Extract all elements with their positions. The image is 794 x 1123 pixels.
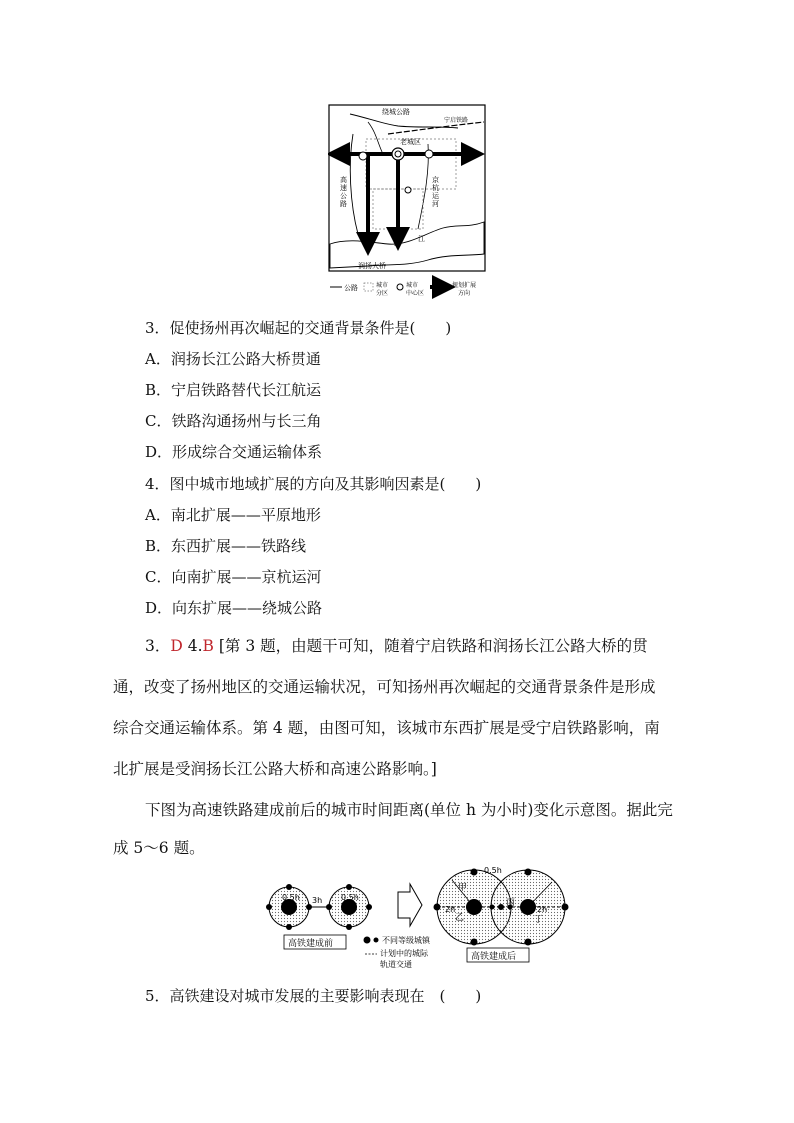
q4-option-b: B．东西扩展——铁路线 [145, 537, 307, 555]
after-time-right: 2h [537, 905, 548, 914]
legend-center: 城市中心区 [406, 282, 425, 297]
answer-num4: 4. [187, 637, 203, 655]
q4-option-a: A．南北扩展——平原地形 [145, 506, 321, 524]
after-label-bing: 丙 [506, 898, 516, 908]
after-time-left: 2h [445, 905, 456, 914]
answer-explanation-1: [第 3 题，由题干可知，随着宁启铁路和润扬长江公路大桥的贯 [218, 637, 648, 655]
before-right-time: 0.5h [341, 893, 359, 902]
before-between-time: 3h [312, 896, 323, 905]
legend-district: 城市分区 [376, 282, 389, 297]
after-time-top: 0.5h [484, 866, 502, 875]
q4-option-d: D．向东扩展——绕城公路 [145, 599, 323, 617]
label-railway: 宁启铁路 [444, 117, 469, 124]
intro-line-2: 成 5～6 题。 [113, 839, 205, 857]
q3-option-c: C．铁路沟通扬州与长三角 [145, 412, 322, 430]
q3-option-a: A．润扬长江公路大桥贯通 [145, 350, 321, 368]
after-label-jia: 甲 [458, 883, 468, 893]
answer-line-4: 北扩展是受润扬长江公路大桥和高速公路影响。] [113, 760, 437, 778]
legend-expansion: 规划扩展方向 [452, 282, 477, 297]
legend-rail-2: 轨道交通 [380, 960, 412, 969]
q4-option-c: C．向南扩展——京杭运河 [145, 568, 322, 586]
label-yangtze-2: 江 [418, 235, 425, 243]
after-label: 高铁建成后 [471, 952, 517, 962]
rail-diagram [262, 860, 572, 970]
legend-road: 公路 [344, 284, 358, 292]
q3-option-b: B．宁启铁路替代长江航运 [145, 381, 322, 399]
legend-rail-1: 计划中的城际 [380, 949, 428, 958]
label-yangtze-1: 长 [393, 239, 400, 247]
answer-key3: D [170, 637, 183, 655]
answer-line-1 [145, 634, 648, 656]
before-left-time: 0.5h [282, 893, 300, 902]
q3-stem: 3．促使扬州再次崛起的交通背景条件是( ) [145, 319, 452, 337]
answer-line-2: 通，改变了扬州地区的交通运输状况，可知扬州再次崛起的交通背景条件是形成 [113, 678, 656, 696]
q3-option-d: D．形成综合交通运输体系 [145, 443, 323, 461]
before-label: 高铁建成前 [288, 939, 334, 949]
label-highway: 高速公路 [340, 176, 347, 208]
label-old-city: 老城区 [400, 138, 421, 146]
yangzhou-map [328, 104, 488, 304]
label-bridge: 润扬大桥 [358, 262, 386, 270]
after-label-yi: 乙 [455, 913, 465, 923]
label-ring-road: 绕城公路 [382, 108, 410, 116]
after-label-ding: 丁 [534, 915, 544, 925]
label-canal: 京杭运河 [432, 176, 439, 208]
q5-stem: 5．高铁建设对城市发展的主要影响表现在 ( ) [145, 987, 482, 1005]
answer-key4: B [202, 637, 214, 655]
intro-line-1: 下图为高速铁路建成前后的城市时间距离(单位 h 为小时)变化示意图。据此完 [145, 801, 673, 819]
answer-line-3: 综合交通运输体系。第 4 题，由图可知，该城市东西扩展是受宁启铁路影响，南 [113, 719, 660, 737]
q4-stem: 4．图中城市地域扩展的方向及其影响因素是( ) [145, 475, 482, 493]
legend-towns: 不同等级城镇 [382, 936, 430, 945]
answer-num3: 3． [145, 637, 171, 655]
